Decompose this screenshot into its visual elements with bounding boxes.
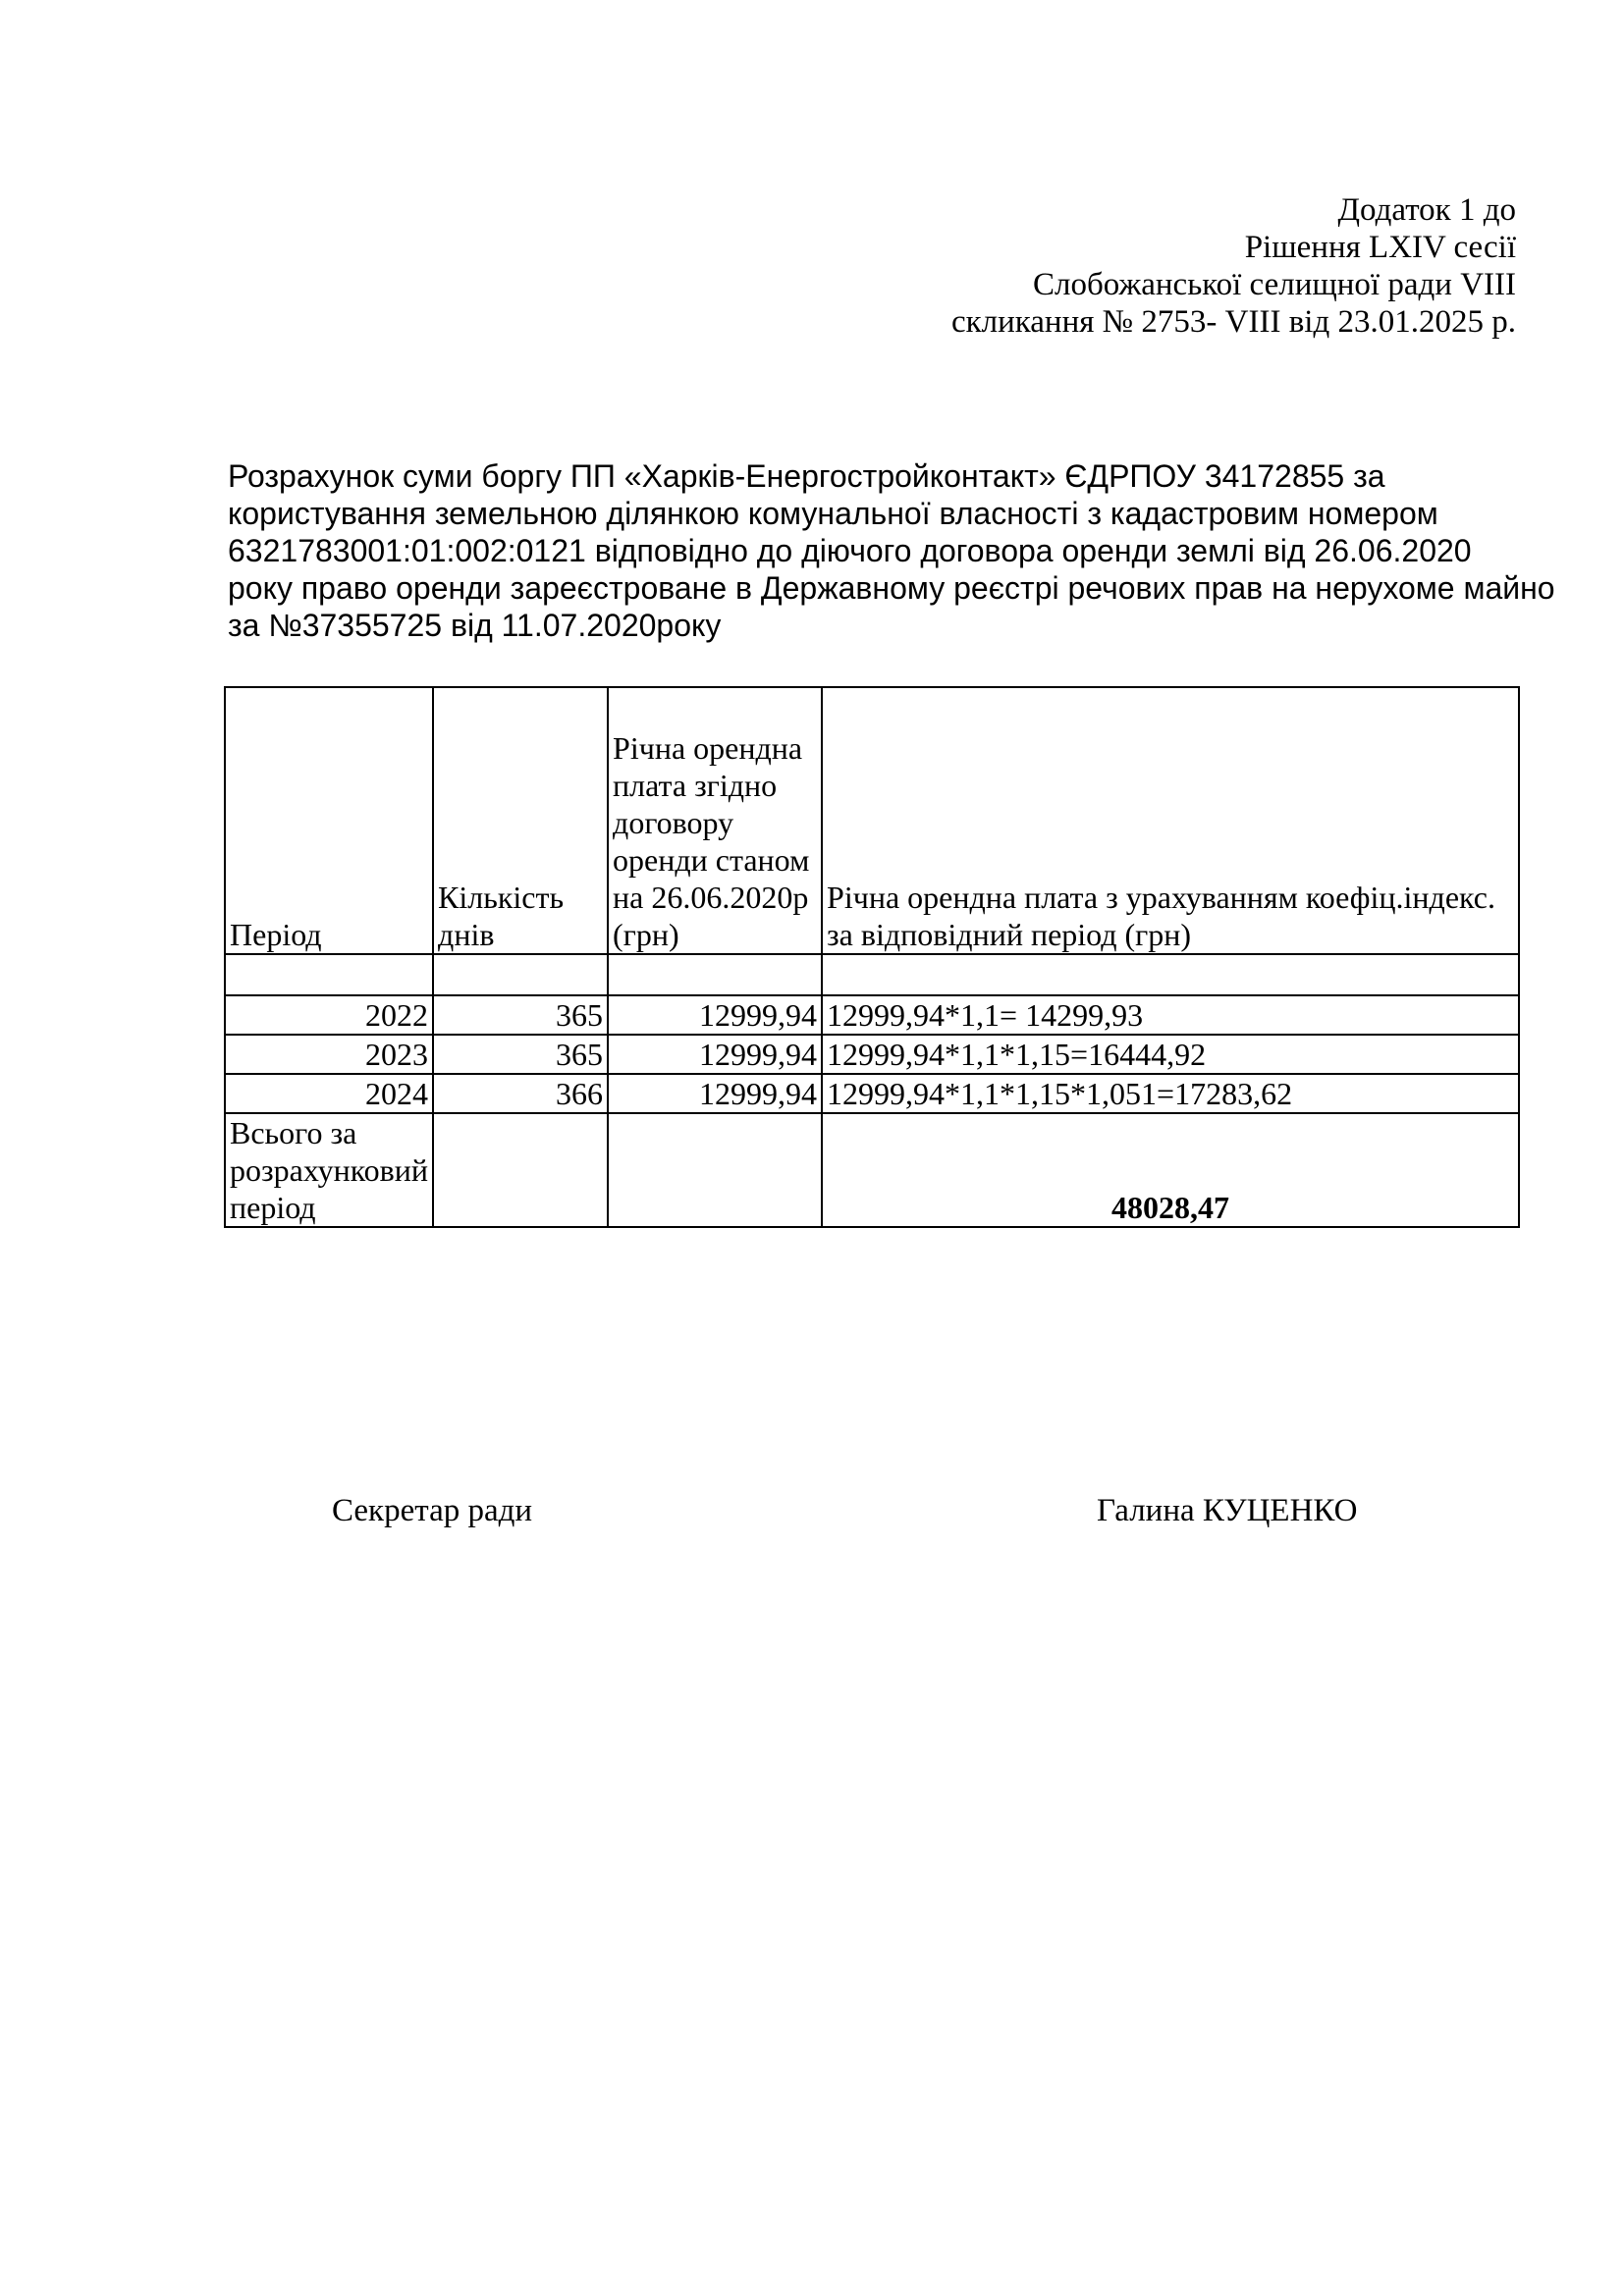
description-line: користування земельною ділянкою комунальної власності з кадастровим номером <box>228 496 1438 531</box>
header-indexed-rent: Річна орендна плата з урахуванням коефіц.індекс. за відповідний період (грн) <box>822 687 1519 954</box>
table-cell <box>433 1113 608 1227</box>
cell-annual-rent: 12999,94 <box>608 1074 822 1113</box>
cell-indexed-rent: 12999,94*1,1*1,15*1,051=17283,62 <box>822 1074 1519 1113</box>
signer-position: Секретар ради <box>332 1493 533 1528</box>
debt-calculation-table <box>224 686 1520 1228</box>
appendix-header <box>951 191 1516 341</box>
header-period: Період <box>225 687 433 954</box>
table-cell <box>225 954 433 995</box>
description-line: року право оренди зареєстроване в Державному реєстрі речових прав на нерухоме майно <box>228 570 1555 606</box>
table-cell <box>608 954 822 995</box>
appendix-header-line: Рішення LXIV сесії <box>1244 230 1516 265</box>
table-cell <box>433 954 608 995</box>
header-annual-rent: Річна орендна плата згідно договору оренди станом на 26.06.2020р (грн) <box>608 687 822 954</box>
description-line: за №37355725 від 11.07.2020року <box>228 608 722 643</box>
cell-indexed-rent: 12999,94*1,1= 14299,93 <box>822 995 1519 1035</box>
cell-annual-rent: 12999,94 <box>608 1035 822 1074</box>
total-label: Всього за розрахунковий період <box>225 1113 433 1227</box>
cell-period: 2024 <box>225 1074 433 1113</box>
cell-period: 2022 <box>225 995 433 1035</box>
table-cell <box>822 954 1519 995</box>
debt-calculation-description <box>228 457 1555 644</box>
total-value: 48028,47 <box>822 1113 1519 1227</box>
table-row <box>225 1035 1519 1074</box>
table-header-row <box>225 687 1519 954</box>
appendix-header-line: скликання № 2753- VIII від 23.01.2025 р. <box>950 304 1516 340</box>
cell-indexed-rent: 12999,94*1,1*1,15=16444,92 <box>822 1035 1519 1074</box>
appendix-header-line: Додаток 1 до <box>1337 192 1516 228</box>
cell-days: 365 <box>433 1035 608 1074</box>
table-row <box>225 995 1519 1035</box>
description-line: 6321783001:01:002:0121 відповідно до діючого договора оренди землі від 26.06.2020 <box>228 533 1472 568</box>
header-days: Кількість днів <box>433 687 608 954</box>
table-cell <box>608 1113 822 1227</box>
table-total-row <box>225 1113 1519 1227</box>
signer-name: Галина КУЦЕНКО <box>1097 1493 1358 1528</box>
table-row <box>225 1074 1519 1113</box>
cell-period: 2023 <box>225 1035 433 1074</box>
cell-days: 366 <box>433 1074 608 1113</box>
appendix-header-line: Слобожанської селищної ради VIII <box>1033 267 1516 302</box>
description-line: Розрахунок суми боргу ПП «Харків-Енергостройконтакт» ЄДРПОУ 34172855 за <box>228 458 1385 494</box>
cell-days: 365 <box>433 995 608 1035</box>
cell-annual-rent: 12999,94 <box>608 995 822 1035</box>
table-spacer-row <box>225 954 1519 995</box>
